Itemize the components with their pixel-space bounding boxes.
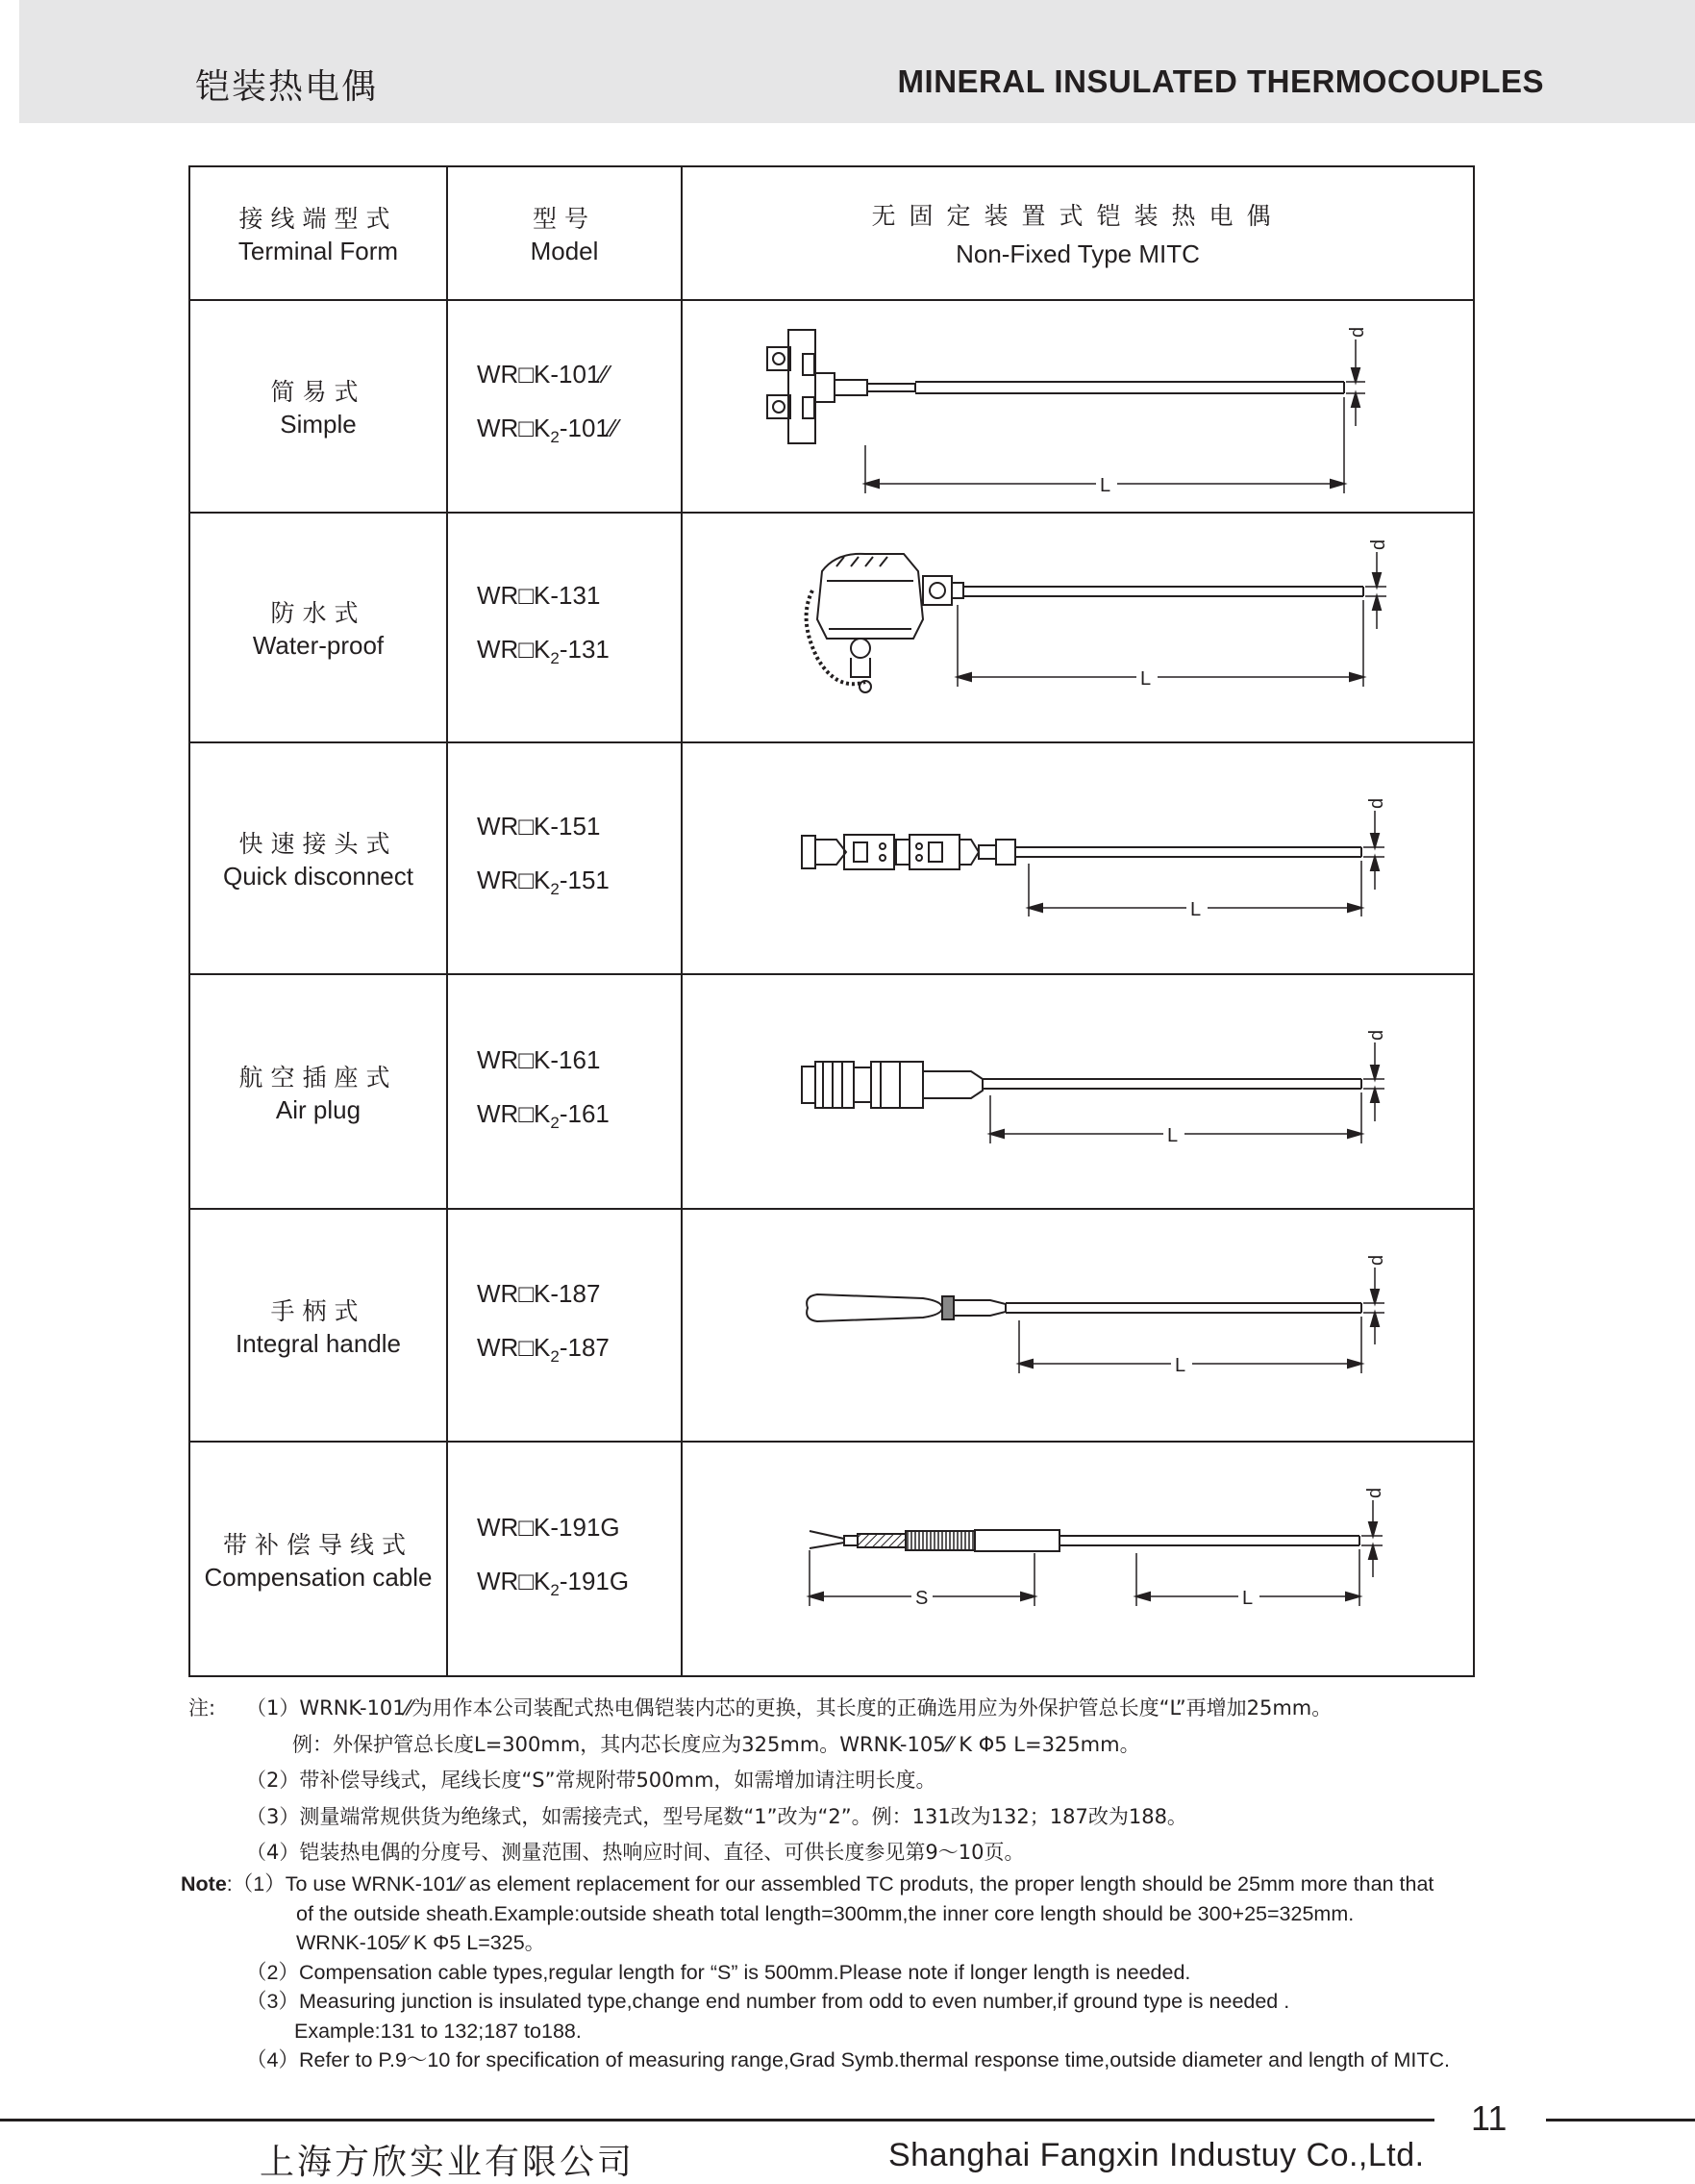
terminal-form-cell: 航空插座式 Air plug xyxy=(189,974,447,1209)
model-number: WR□K-101⁄⁄ xyxy=(477,360,610,389)
table-row xyxy=(189,513,1474,742)
header-type: 无固定装置式铠装热电偶 Non-Fixed Type MITC xyxy=(682,166,1474,300)
note-en-line: （2）Compensation cable types,regular length for “S” is 500mm.Please note if longer length is needed. xyxy=(246,1960,1191,1984)
svg-text:L: L xyxy=(1140,668,1152,690)
note-cn-line: （4）铠装热电偶的分度号、测量范围、热响应时间、直径、可供长度参见第9～10页。 xyxy=(246,1841,1025,1864)
quick-disconnect-drawing xyxy=(682,742,1474,974)
company-name-cn: 上海方欣实业有限公司 xyxy=(260,2143,636,2182)
model-number: WR□K-191G xyxy=(477,1512,620,1542)
terminal-form-cell: 防水式 Water-proof xyxy=(189,513,447,742)
company-name-en: Shanghai Fangxin Industuy Co.,Ltd. xyxy=(888,2137,1425,2173)
svg-text:d: d xyxy=(1368,539,1389,550)
table-row xyxy=(189,300,1474,513)
notes-chinese xyxy=(188,1691,1332,1871)
table-row xyxy=(189,1442,1474,1676)
model-number-2: $WR□K_2-151$ xyxy=(477,866,610,899)
model-number-2: $WR□K_2-161$ xyxy=(477,1098,610,1133)
simple-thermocouple-drawing xyxy=(682,300,1474,513)
svg-text:d: d xyxy=(1366,1029,1387,1041)
svg-text:d: d xyxy=(1366,797,1387,809)
model-number: WR□K-187 xyxy=(477,1278,601,1308)
model-cell xyxy=(447,974,682,1209)
table-row xyxy=(189,742,1474,974)
footer-divider xyxy=(1546,2119,1695,2121)
terminal-form-cell: 带补偿导线式 Compensation cable xyxy=(189,1442,447,1676)
note-cn-line: （1）WRNK-101⁄⁄为用作本公司装配式热电偶铠装内芯的更换，其长度的正确选用应为外保护管总长度“L”再增加25mm。 xyxy=(246,1696,1333,1720)
note-cn-line: （2）带补偿导线式，尾线长度“S”常规附带500mm，如需增加请注明长度。 xyxy=(246,1769,936,1792)
model-cell xyxy=(447,1442,682,1676)
table-row xyxy=(189,974,1474,1209)
page-number: 11 xyxy=(1471,2098,1508,2138)
notes-cn-label: 注: xyxy=(188,1696,216,1720)
note-cn-line: （3）测量端常规供货为绝缘式，如需接壳式，型号尾数“1”改为“2”。例：131改为132；187改为188。 xyxy=(246,1804,1187,1828)
integral-handle-drawing xyxy=(682,1209,1474,1442)
compensation-cable-drawing xyxy=(682,1442,1474,1676)
model-number: WR□K-151 xyxy=(477,812,601,841)
footer-divider xyxy=(0,2119,1434,2121)
svg-text:d: d xyxy=(1364,1487,1385,1498)
model-number-2: $WR□K_2-101⁄⁄$ xyxy=(477,414,618,447)
model-cell xyxy=(447,513,682,742)
model-cell xyxy=(447,742,682,974)
model-number-2: $WR□K_2-187$ xyxy=(477,1332,610,1367)
terminal-form-cell: 快速接头式 Quick disconnect xyxy=(189,742,447,974)
waterproof-thermocouple-drawing xyxy=(682,513,1474,742)
header-model: 型号 Model xyxy=(447,166,682,300)
dim-L-label: L xyxy=(1100,475,1111,496)
model-number: WR□K-131 xyxy=(477,581,601,611)
note-en-line: :（1）To use WRNK-101⁄⁄ as element replacement for our assembled TC produts, the proper length should be 25mm more than that xyxy=(226,1872,1434,1895)
notes-english xyxy=(181,1870,1450,2075)
svg-text:L: L xyxy=(1190,899,1202,920)
svg-text:d: d xyxy=(1366,1254,1387,1266)
product-table xyxy=(188,165,1475,1677)
note-en-line: WRNK-105⁄⁄ K Φ5 L=325。 xyxy=(296,1931,546,1954)
model-number-2: $WR□K_2-191G$ xyxy=(477,1566,630,1600)
svg-text:L: L xyxy=(1167,1125,1179,1146)
note-en-line: （4）Refer to P.9～10 for specification of measuring range,Grad Symb.thermal response time,outside diameter and length of MITC. xyxy=(246,2048,1450,2071)
note-en-line: of the outside sheath.Example:outside sheath total length=300mm,the inner core length should be 300+25=325mm. xyxy=(296,1901,1355,1925)
model-number: WR□K-161 xyxy=(477,1044,601,1074)
header-title-cn: 铠装热电偶 xyxy=(195,67,379,107)
svg-text:L: L xyxy=(1175,1355,1186,1376)
dim-d-label: d xyxy=(1347,326,1368,338)
terminal-form-cell: 简易式 Simple xyxy=(189,300,447,513)
header-terminal-form: 接线端型式 Terminal Form xyxy=(189,166,447,300)
dim-S-label: S xyxy=(915,1588,929,1609)
model-number-2: $WR□K_2-131$ xyxy=(477,635,610,668)
note-en-line: （3）Measuring junction is insulated type,change end number from odd to even number,if ground type is needed . xyxy=(246,1990,1290,2013)
model-cell xyxy=(447,1209,682,1442)
model-cell xyxy=(447,300,682,513)
terminal-form-cell: 手柄式 Integral handle xyxy=(189,1209,447,1442)
header-title-en: MINERAL INSULATED THERMOCOUPLES xyxy=(897,63,1544,99)
notes-en-label: Note xyxy=(181,1872,227,1895)
svg-text:L: L xyxy=(1242,1588,1254,1609)
table-header-row xyxy=(189,166,1474,300)
note-en-line: Example:131 to 132;187 to188. xyxy=(294,2019,582,2043)
air-plug-drawing xyxy=(682,974,1474,1209)
table-row xyxy=(189,1209,1474,1442)
note-cn-line: 例：外保护管总长度L=300mm，其内芯长度应为325mm。WRNK-105⁄⁄ K Φ5 L=325mm。 xyxy=(292,1732,1140,1756)
